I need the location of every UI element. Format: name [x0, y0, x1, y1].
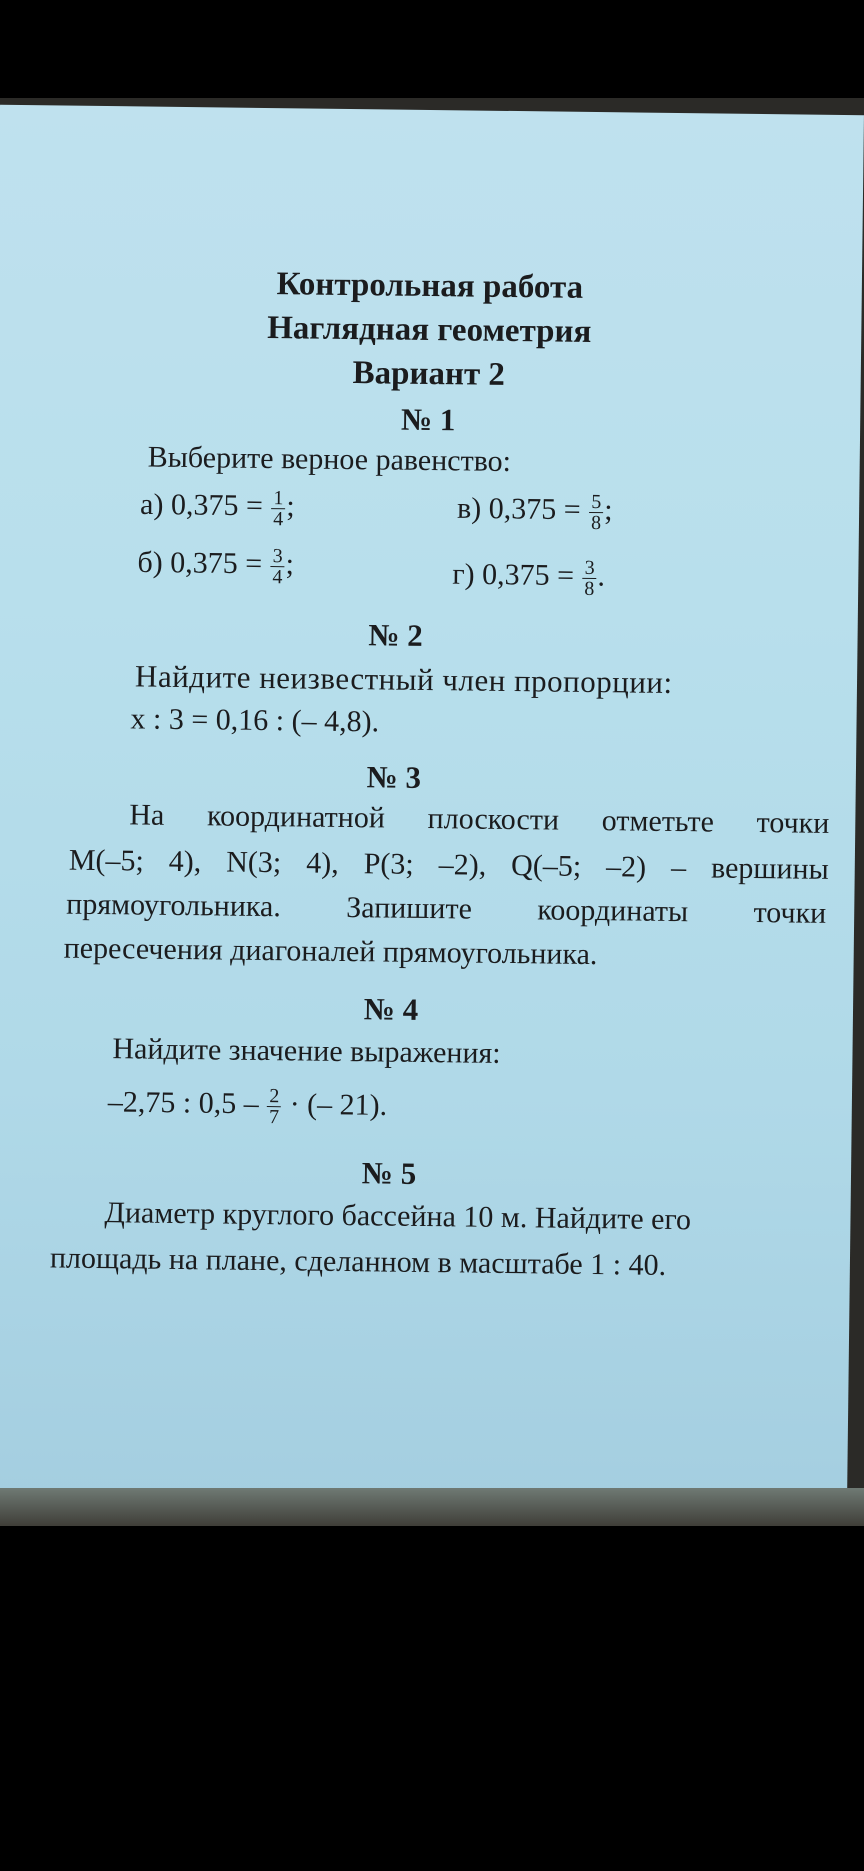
task-4-prompt: Найдите значение выражения:: [112, 1032, 501, 1070]
option-a-numerator: 1: [273, 487, 284, 510]
worksheet-subject: Наглядная геометрия: [267, 310, 592, 350]
option-v-fraction: [589, 492, 603, 533]
option-v-denominator: 8: [590, 511, 602, 535]
task-1-option-v: [457, 490, 613, 533]
option-v-label: в) 0,375 =: [456, 491, 581, 527]
task-3-line-2: M(–5; 4), N(3; 4), P(3; –2), Q(–5; –2) – вершины: [68, 843, 829, 886]
task-2-expression: x : 3 = 0,16 : (– 4,8).: [130, 702, 380, 739]
option-a-label: а) 0,375 =: [139, 487, 264, 523]
task-5-number: № 5: [361, 1155, 417, 1191]
task-3-line-4: пересечения диагоналей прямоугольника.: [63, 931, 598, 972]
option-g-fraction: [582, 558, 596, 599]
option-v-end: ;: [604, 493, 613, 527]
bottom-black-bar: [0, 1526, 864, 1871]
option-a-end: ;: [286, 489, 295, 523]
task-5-line-1: Диаметр круглого бассейна 10 м. Найдите его: [104, 1196, 692, 1237]
task-3-line-1: На координатной плоскости отметьте точки: [129, 798, 830, 840]
task-1-option-g: [452, 556, 605, 599]
task-4-number: № 4: [363, 991, 419, 1027]
option-b-denominator: 4: [272, 566, 283, 589]
task-4-numerator: 2: [269, 1085, 280, 1108]
photo-area: [0, 98, 864, 1526]
option-b-label: б) 0,375 =: [137, 545, 263, 581]
worksheet-variant: Вариант 2: [352, 355, 506, 393]
option-g-end: .: [597, 559, 606, 593]
task-3-number: № 3: [366, 759, 422, 795]
option-b-fraction: [270, 546, 284, 587]
option-a-fraction: [271, 488, 285, 529]
task-1-option-a: [140, 486, 295, 529]
task-4-expression-start: –2,75 : 0,5 –: [107, 1085, 259, 1121]
task-1-prompt: Выберите верное равенство:: [147, 440, 512, 478]
task-1-option-b: [137, 544, 294, 587]
task-5-line-2: площадь на плане, сделанном в масштабе 1 : 40.: [49, 1241, 667, 1282]
task-2-number: № 2: [368, 617, 423, 653]
paper-sheet: [0, 105, 864, 1515]
table-edge: [0, 1488, 864, 1526]
option-b-numerator: 3: [272, 545, 283, 568]
worksheet-title: Контрольная работа: [276, 266, 584, 306]
worksheet-content: [0, 105, 864, 1282]
option-a-denominator: 4: [273, 508, 284, 531]
option-g-denominator: 8: [584, 577, 595, 601]
task-4-denominator: 7: [268, 1106, 280, 1129]
option-g-label: г) 0,375 =: [452, 557, 575, 593]
option-b-end: ;: [285, 547, 295, 581]
option-v-numerator: 5: [591, 490, 602, 514]
task-4-fraction: [267, 1086, 281, 1127]
top-black-bar: [0, 0, 864, 98]
option-g-numerator: 3: [584, 556, 595, 580]
task-3-line-3: прямоугольника. Запишите координаты точки: [66, 887, 827, 930]
task-1-number: № 1: [400, 401, 456, 438]
task-4-expression: [108, 1084, 388, 1128]
task-2-prompt: Найдите неизвестный член пропорции:: [134, 658, 673, 700]
task-4-expression-end: · (– 21).: [289, 1087, 388, 1122]
